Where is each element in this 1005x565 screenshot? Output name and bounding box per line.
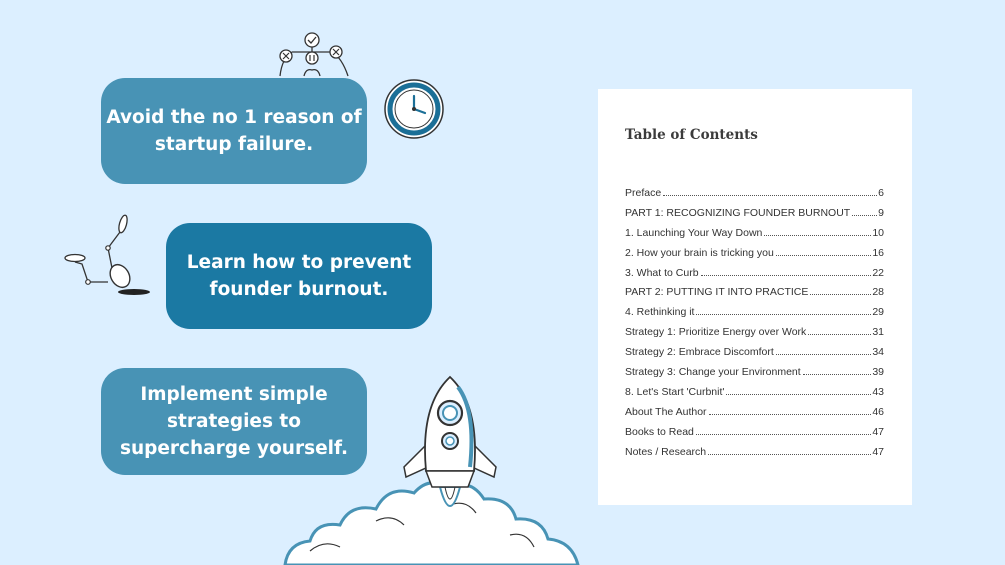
- feature-card-line: Implement simple: [140, 384, 328, 405]
- toc-dot-leader: [663, 195, 877, 196]
- toc-entry: [625, 247, 884, 267]
- feature-card-text: [187, 249, 412, 303]
- toc-entry-label: Books to Read: [625, 425, 694, 438]
- toc-entry-label: 3. What to Curb: [625, 266, 699, 279]
- toc-entry: [625, 227, 884, 247]
- clock-icon: [383, 78, 445, 140]
- toc-entry-page: 6: [878, 187, 884, 199]
- feature-card-line: founder burnout.: [209, 279, 389, 300]
- toc-entry-label: PART 2: PUTTING IT INTO PRACTICE: [625, 286, 809, 299]
- toc-entry-page: 31: [872, 326, 884, 339]
- toc-entry-page: 39: [872, 366, 884, 379]
- feature-card-text: [106, 104, 361, 158]
- toc-entry: [625, 187, 884, 207]
- toc-entry-page: 34: [872, 346, 884, 359]
- toc-title: Table of Contents: [625, 127, 758, 143]
- toc-entry-label: 4. Rethinking it: [625, 306, 695, 319]
- toc-entry-label: PART 1: RECOGNIZING FOUNDER BURNOUT: [625, 206, 851, 219]
- toc-entry-label: Strategy 3: Change your Environment: [625, 366, 801, 379]
- table-of-contents-page: [598, 89, 912, 505]
- toc-entry: [625, 406, 884, 426]
- toc-dot-leader: [696, 314, 871, 315]
- toc-entry: [625, 446, 884, 466]
- toc-entry-page: 46: [872, 405, 884, 418]
- feature-card-burnout: [166, 223, 432, 329]
- toc-entry: [625, 306, 884, 326]
- toc-dot-leader: [808, 334, 871, 335]
- toc-entry-page: 47: [872, 425, 884, 438]
- toc-entry-page: 22: [872, 266, 884, 279]
- feature-card-line: Learn how to prevent: [186, 252, 412, 273]
- toc-entry: [625, 426, 884, 446]
- toc-entry-page: 9: [878, 206, 884, 219]
- toc-entry: [625, 326, 884, 346]
- toc-entry-page: 43: [872, 385, 884, 398]
- decision-tree-icon: [270, 30, 360, 80]
- feature-card-line: Avoid the no 1 reason of: [106, 107, 362, 128]
- toc-entry: [625, 267, 884, 287]
- feature-card-line: startup failure.: [154, 134, 314, 155]
- toc-entry-page: 47: [872, 445, 884, 458]
- toc-dot-leader: [708, 454, 871, 455]
- toc-entry-page: 16: [872, 246, 884, 259]
- toc-entry-label: About The Author: [625, 405, 707, 418]
- toc-dot-leader: [776, 255, 872, 256]
- feature-card-line: supercharge yourself.: [119, 438, 349, 459]
- toc-entry-page: 10: [872, 226, 884, 239]
- toc-entry-label: 1. Launching Your Way Down: [625, 226, 763, 239]
- toc-entry-page: 28: [872, 286, 884, 299]
- toc-dot-leader: [701, 275, 872, 276]
- toc-entry: [625, 207, 884, 227]
- toc-dot-leader: [810, 294, 871, 295]
- rocket-icon: [400, 375, 500, 525]
- toc-entry-label: Strategy 2: Embrace Discomfort: [625, 346, 774, 359]
- toc-dot-leader: [709, 414, 872, 415]
- toc-entry-label: 2. How your brain is tricking you: [625, 246, 774, 259]
- toc-dot-leader: [726, 394, 871, 395]
- toc-entry-label: Preface: [625, 187, 662, 199]
- feature-card-strategies: [101, 368, 367, 475]
- toc-entry-label: 8. Let's Start 'Curbnit': [625, 385, 725, 398]
- toc-dot-leader: [852, 215, 877, 216]
- toc-list: [625, 187, 884, 465]
- feature-card-line: strategies to: [166, 411, 301, 432]
- toc-entry-label: Strategy 1: Prioritize Energy over Work: [625, 326, 807, 339]
- feature-card-startup-failure: [101, 78, 367, 184]
- toc-dot-leader: [776, 354, 872, 355]
- toc-dot-leader: [764, 235, 871, 236]
- toc-entry-label: Notes / Research: [625, 445, 707, 458]
- toc-entry: [625, 386, 884, 406]
- toc-entry-page: 29: [872, 306, 884, 319]
- toc-dot-leader: [803, 374, 872, 375]
- toc-dot-leader: [696, 434, 871, 435]
- toc-entry: [625, 286, 884, 306]
- desk-lamp-icon: [62, 212, 157, 302]
- toc-entry: [625, 366, 884, 386]
- feature-card-text: [120, 381, 348, 462]
- toc-entry: [625, 346, 884, 366]
